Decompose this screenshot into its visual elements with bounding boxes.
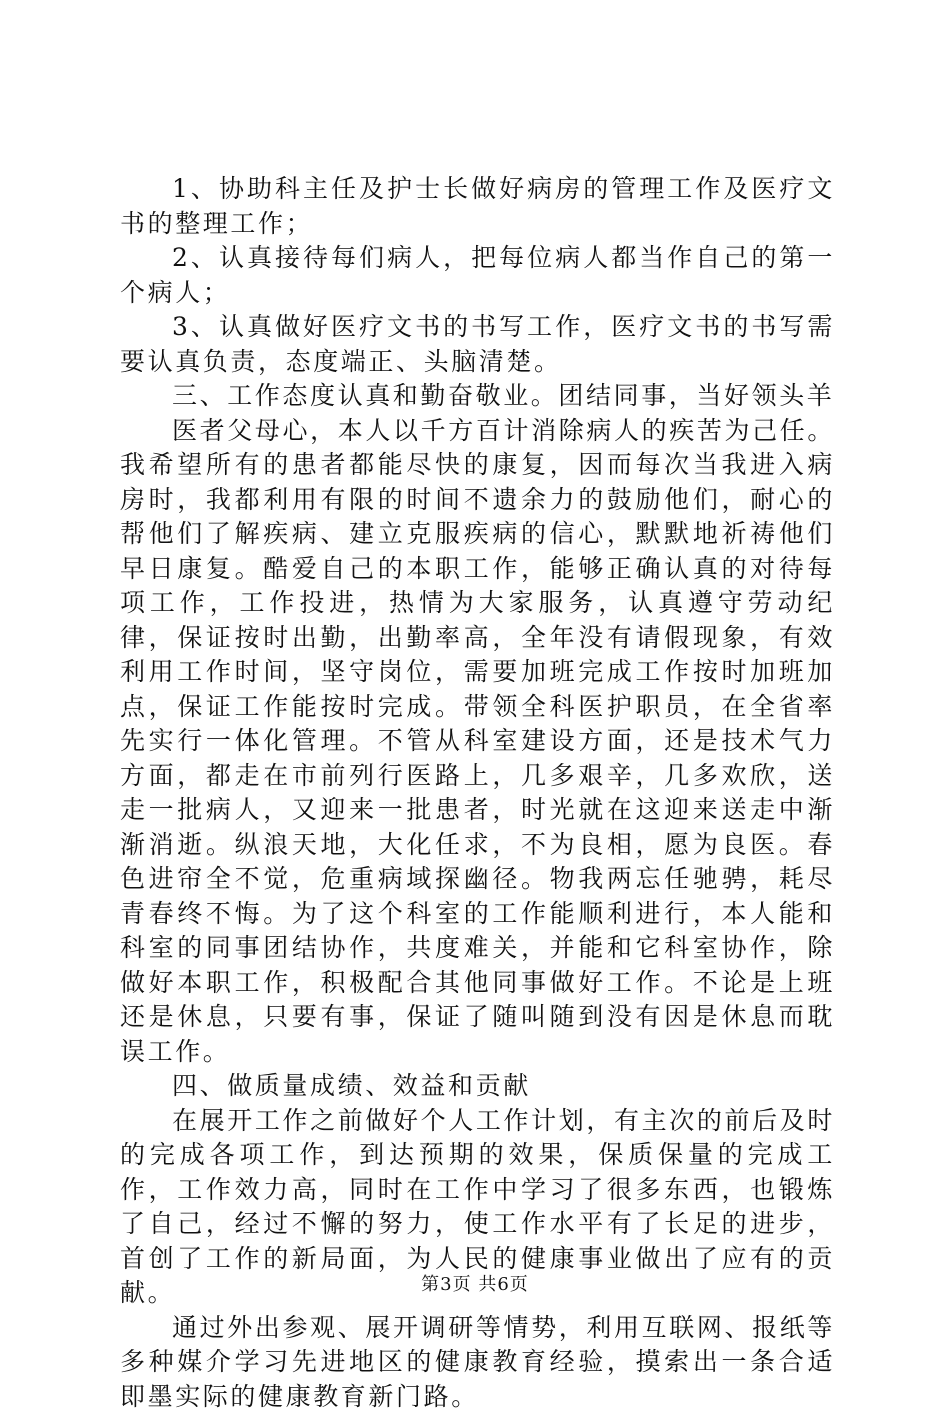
paragraph-5: 在展开工作之前做好个人工作计划，有主次的前后及时的完成各项工作，到达预期的效果，保质保量的完成工作，工作效力高，同时在工作中学习了很多东西，也锻炼了自己，经过不懈的努力，使工作水平有了长足的进步，首创了工作的新局面，为人民的健康事业做出了应有的贡献。 <box>120 1104 835 1311</box>
paragraph-6: 通过外出参观、展开调研等情势，利用互联网、报纸等多种媒介学习先进地区的健康教育经验，摸索出一条合适即墨实际的健康教育新门路。 <box>120 1311 835 1414</box>
paragraph-2: 2、认真接待每们病人，把每位病人都当作自己的第一个病人； <box>120 241 835 310</box>
section-heading-3: 三、工作态度认真和勤奋敬业。团结同事，当好领头羊 <box>120 379 835 414</box>
paragraph-4: 医者父母心，本人以千方百计消除病人的疾苦为己任。我希望所有的患者都能尽快的康复，因而每次当我进入病房时，我都利用有限的时间不遗余力的鼓励他们，耐心的帮他们了解疾病、建立克服疾病的信心，默默地祈祷他们早日康复。酷爱自己的本职工作，能够正确认真的对待每项工作，工作投进，热情为大家服务，认真遵守劳动纪律，保证按时出勤，出勤率高，全年没有请假现象，有效利用工作时间，坚守岗位，需要加班完成工作按时加班加点，保证工作能按时完成。带领全科医护职员，在全省率先实行一体化管理。不管从科室建设方面，还是技术气力方面，都走在市前列行医路上，几多艰辛，几多欢欣，送走一批病人，又迎来一批患者，时光就在这迎来送走中渐渐消逝。纵浪天地，大化任求，不为良相，愿为良医。春色进帘全不觉，危重病域探幽径。物我两忘任驰骋，耗尽青春终不悔。为了这个科室的工作能顺利进行，本人能和科室的同事团结协作，共度难关，并能和它科室协作，除做好本职工作，积极配合其他同事做好工作。不论是上班还是休息，只要有事，保证了随叫随到没有因是休息而耽误工作。 <box>120 414 835 1070</box>
paragraph-3: 3、认真做好医疗文书的书写工作，医疗文书的书写需要认真负责，态度端正、头脑清楚。 <box>120 310 835 379</box>
page-number-footer: 第3页 共6页 <box>0 1270 950 1296</box>
section-heading-4: 四、做质量成绩、效益和贡献 <box>120 1069 835 1104</box>
document-body <box>120 172 835 1414</box>
paragraph-1: 1、协助科主任及护士长做好病房的管理工作及医疗文书的整理工作； <box>120 172 835 241</box>
